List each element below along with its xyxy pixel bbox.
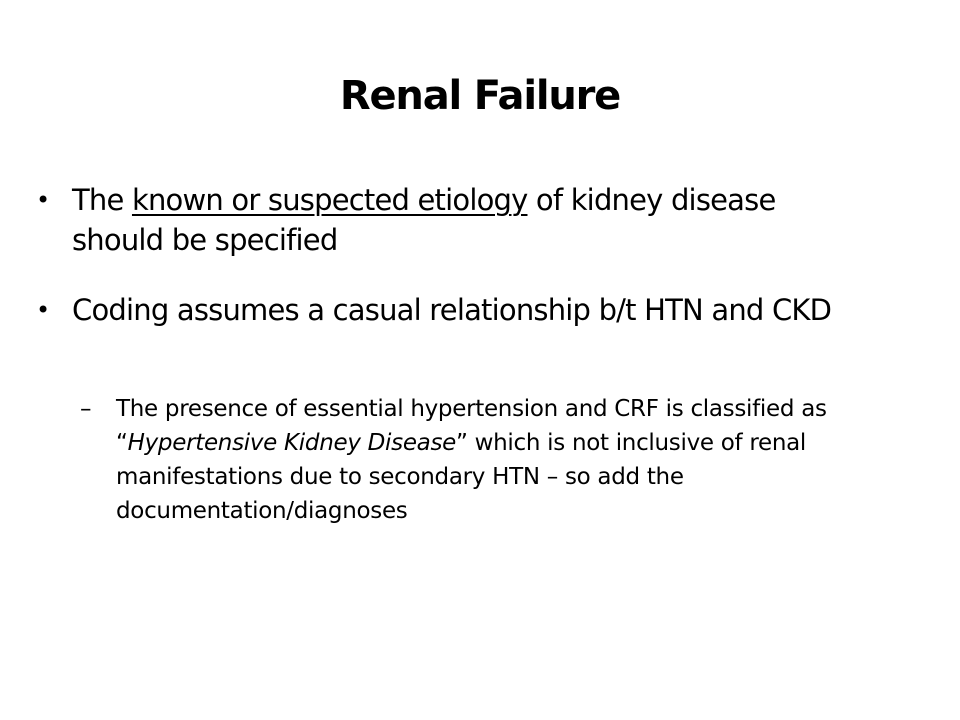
sub-bullet-text-prefix: The presence of essential hypertension and CRF is classified as “ <box>116 396 827 456</box>
sub-bullet-text <box>116 392 906 528</box>
bullet-text-prefix: The <box>72 183 132 217</box>
italic-phrase: Hypertensive Kidney Disease <box>127 430 457 456</box>
bullet-text: Coding assumes a casual relationship b/t HTN and CKD <box>72 293 832 327</box>
sub-bullet-item <box>80 392 900 528</box>
sub-bullet-text-suffix: ” which is not inclusive of renal manifestations due to secondary HTN – so add the documentation/diagnoses <box>116 430 806 524</box>
slide-title: Renal Failure <box>339 73 621 119</box>
bullet-item-coding <box>36 290 832 330</box>
bullet-marker: • <box>36 186 50 214</box>
bullet-text-suffix: of kidney disease should be specified <box>72 183 776 257</box>
sub-bullet-marker: – <box>80 396 92 422</box>
bullet-item-etiology <box>36 180 826 260</box>
bullet-marker: • <box>36 296 50 324</box>
underlined-phrase: known or suspected etiology <box>131 183 528 217</box>
bullet-text <box>72 180 852 260</box>
